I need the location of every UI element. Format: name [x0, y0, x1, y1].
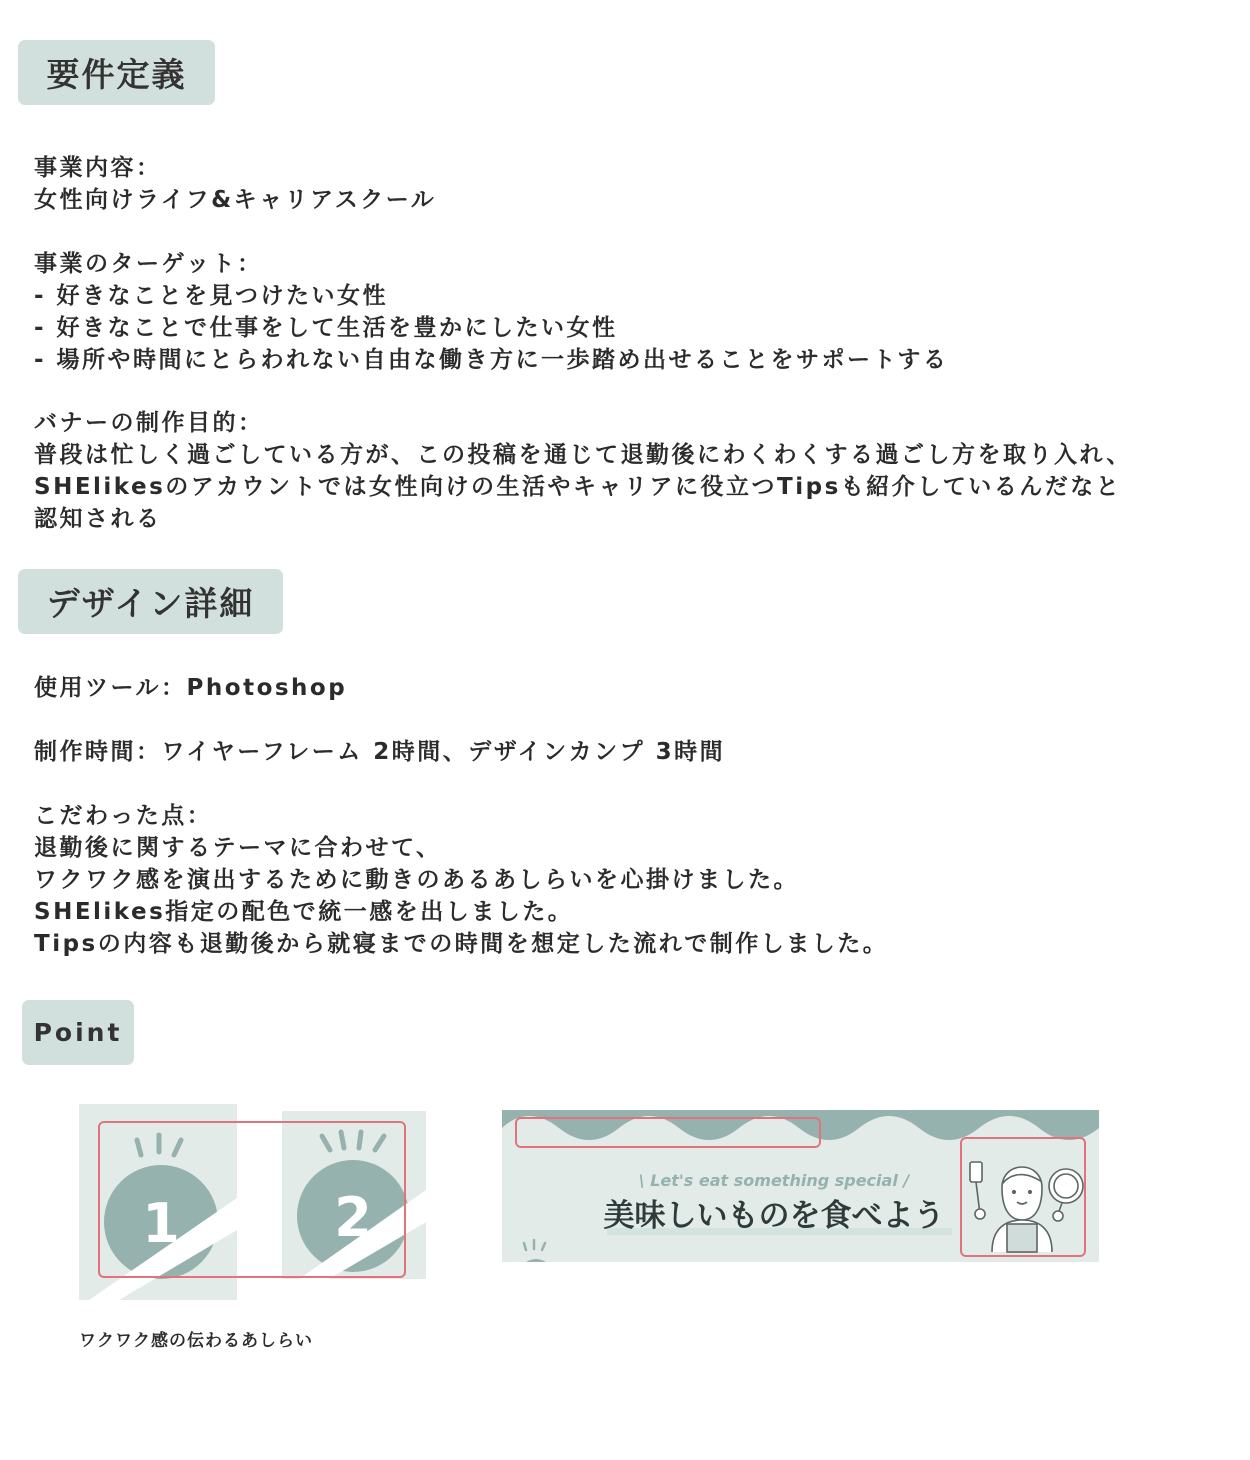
time-text: 制作時間：ワイヤーフレーム 2時間、デザインカンプ 3時間: [34, 739, 726, 765]
target-item: - 好きなことで仕事をして生活を豊かにしたい女性: [34, 315, 618, 341]
point-caption: ワクワク感の伝わるあしらい: [79, 1331, 313, 1351]
number-1: 1: [142, 1192, 180, 1255]
purpose-line: SHElikesのアカウントでは女性向けの生活やキャリアに役立つTipsも紹介しているんだなと: [34, 474, 1122, 500]
banner-title: 美味しいものを食べよう: [603, 1198, 945, 1234]
banner-subtitle: \ Let's eat something special /: [638, 1171, 910, 1190]
number-2: 2: [334, 1186, 372, 1249]
purpose-label: バナーの制作目的：: [34, 410, 264, 436]
point-heading: Point: [22, 1000, 134, 1065]
requirements-heading: 要件定義: [18, 40, 215, 105]
business-label: 事業内容：: [34, 155, 162, 181]
business-content-block: [34, 152, 436, 216]
purpose-line: 普段は忙しく過ごしている方が、この投稿を通じて退勤後にわくわくする過ごし方を取り入れ、: [34, 442, 1132, 468]
target-label: 事業のターゲット：: [34, 251, 263, 277]
target-item: - 場所や時間にとらわれない自由な働き方に一歩踏め出せることをサポートする: [34, 347, 949, 373]
highlight-frame: [98, 1121, 406, 1278]
kodawari-line: 退勤後に関するテーマに合わせて、: [34, 835, 442, 861]
design-heading: デザイン詳細: [18, 569, 283, 634]
tool-text: 使用ツール：Photoshop: [34, 675, 348, 701]
kodawari-line: ワクワク感を演出するために動きのあるあしらいを心掛けました。: [34, 867, 799, 893]
purpose-line: 認知される: [34, 506, 162, 532]
time-block: [34, 736, 725, 768]
kodawari-label: こだわった点：: [34, 803, 213, 829]
target-block: [34, 248, 948, 376]
kodawari-block: [34, 800, 888, 960]
kodawari-line: Tipsの内容も退勤後から就寝までの時間を想定した流れで制作しました。: [34, 931, 889, 957]
kodawari-line: SHElikes指定の配色で統一感を出しました。: [34, 899, 574, 925]
highlight-frame: [960, 1137, 1086, 1257]
business-value: 女性向けライフ&キャリアスクール: [34, 187, 437, 213]
tool-block: [34, 672, 347, 704]
target-item: - 好きなことを見つけたい女性: [34, 283, 389, 309]
purpose-block: [34, 407, 1132, 535]
highlight-frame: [515, 1117, 821, 1148]
